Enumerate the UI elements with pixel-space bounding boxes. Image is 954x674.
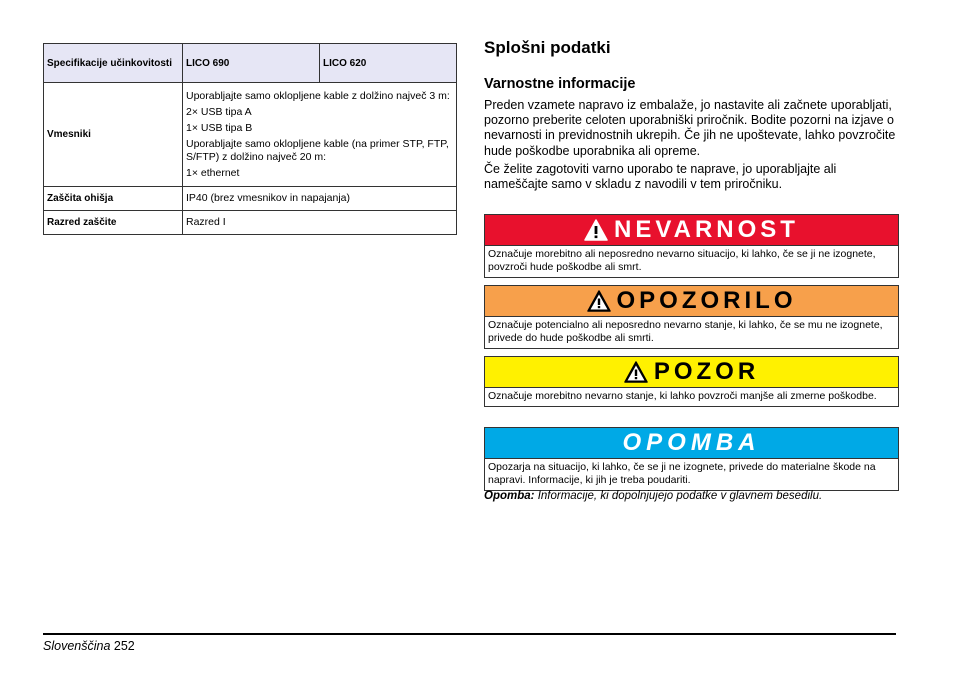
footer-language: Slovenščina xyxy=(43,639,111,653)
notice-text: Opozarja na situacijo, ki lahko, če se ji ne izognete, privede do materialne škode na napravi. Informacije, ki jih je treba poudariti. xyxy=(485,459,898,490)
danger-header xyxy=(485,215,898,246)
warning-header xyxy=(485,286,898,317)
row-label: Vmesniki xyxy=(44,83,183,187)
warning-triangle-icon xyxy=(587,290,611,312)
danger-callout xyxy=(484,214,899,278)
row-value xyxy=(183,83,457,187)
warning-callout xyxy=(484,285,899,349)
notice-header xyxy=(485,428,898,459)
table-header: LICO 690 xyxy=(183,44,320,83)
warning-text: Označuje potencialno ali neposredno nevarno stanje, ki lahko, če se mu ne izognete, privede do hude poškodbe ali smrti. xyxy=(485,317,898,348)
danger-word: NEVARNOST xyxy=(614,216,799,243)
value-line: Uporabljajte samo oklopljene kable (na primer STP, FTP, S/FTP) z dolžino največ 20 m: xyxy=(186,137,449,163)
page-number: 252 xyxy=(113,639,135,653)
danger-text: Označuje morebitno ali neposredno nevarno situacijo, ki lahko, če se ji ne izognete, povzroči hude poškodbe ali smrt. xyxy=(485,246,898,277)
notice-word: OPOMBA xyxy=(622,429,761,456)
usage-paragraph: Če želite zagotoviti varno uporabo te naprave, jo uporabljajte ali nameščajte samo v skladu z navodili v tem priročniku. xyxy=(484,162,837,192)
row-value: IP40 (brez vmesnikov in napajanja) xyxy=(183,187,457,211)
caution-text: Označuje morebitno nevarno stanje, ki lahko povzroči manjše ali zmerne poškodbe. xyxy=(485,388,898,406)
intro-paragraph: Preden vzamete napravo iz embalaže, jo nastavite ali začnete uporabljati, pozorno preberite celoten uporabniški priročnik. Bodite pozorni na izjave o nevarnosti in previdnostnih ukrepih. Če jih ne upoštevate, lahko povzročite hude poškodbe uporabnika ali opreme. xyxy=(484,98,896,158)
row-label: Zaščita ohišja xyxy=(44,187,183,211)
table-row xyxy=(44,187,457,211)
table-header-row xyxy=(44,44,457,83)
value-line: 1× USB tipa B xyxy=(186,121,253,134)
value-line: 1× ethernet xyxy=(186,166,240,179)
note-label: Opomba: xyxy=(484,490,535,502)
row-value: Razred I xyxy=(183,211,457,235)
warning-triangle-icon xyxy=(624,361,648,383)
row-label: Razred zaščite xyxy=(44,211,183,235)
notice-callout xyxy=(484,427,899,491)
section-subtitle: Varnostne informacije xyxy=(484,76,636,92)
value-line: Uporabljajte samo oklopljene kable z dolžino največ 3 m: xyxy=(186,89,450,102)
note-text: Informacije, ki dopolnjujejo podatke v glavnem besedilu. xyxy=(537,490,823,502)
section-title: Splošni podatki xyxy=(484,38,611,57)
table-row xyxy=(44,211,457,235)
caution-word: POZOR xyxy=(653,358,760,385)
warning-word: OPOZORILO xyxy=(616,287,797,314)
warning-triangle-icon xyxy=(584,219,608,241)
note-line xyxy=(484,490,822,502)
specifications-table xyxy=(43,43,457,235)
value-line: 2× USB tipa A xyxy=(186,105,252,118)
footer xyxy=(43,639,135,653)
table-header: LICO 620 xyxy=(320,44,457,83)
table-row xyxy=(44,83,457,187)
caution-header xyxy=(485,357,898,388)
caution-callout xyxy=(484,356,899,407)
footer-divider xyxy=(43,633,896,635)
table-header: Specifikacije učinkovitosti xyxy=(44,44,183,83)
